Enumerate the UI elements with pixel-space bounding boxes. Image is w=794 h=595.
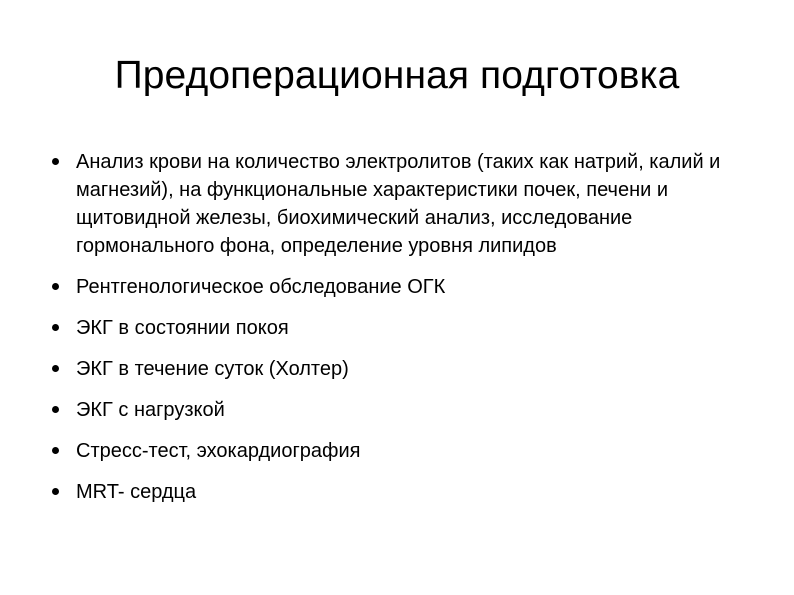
list-item-ecg-holter: [48, 355, 768, 383]
bullet-dot-icon: [52, 158, 59, 165]
slide-title: Предоперационная подготовка: [114, 54, 680, 97]
list-item-xray: [48, 273, 768, 301]
list-item-stress-test: [48, 437, 768, 465]
list-item-blood-analysis: [48, 148, 768, 260]
bullet-dot-icon: [52, 283, 59, 290]
bullet-dot-icon: [52, 324, 59, 331]
list-item-text: ЭКГ с нагрузкой: [76, 399, 225, 421]
list-item-ecg-rest: [48, 314, 768, 342]
bullet-dot-icon: [52, 365, 59, 372]
bullet-dot-icon: [52, 447, 59, 454]
list-item-ecg-load: [48, 396, 768, 424]
bullet-list: [48, 148, 768, 506]
list-item-text: Анализ крови на количество электролитов (таких как натрий, калий и магнезий), на функциональные характеристики почек, печени и щитовидной железы, биохимический анализ, исследование гормонального фона, определение уровня липидов: [76, 151, 721, 257]
list-item-text: MRT- сердца: [76, 481, 197, 503]
bullet-dot-icon: [52, 488, 59, 495]
bullet-dot-icon: [52, 406, 59, 413]
list-item-text: Рентгенологическое обследование ОГК: [76, 276, 446, 298]
list-item-mrt-heart: [48, 478, 768, 506]
list-item-text: ЭКГ в состоянии покоя: [76, 317, 289, 339]
list-item-text: Стресс-тест, эхокардиография: [76, 440, 361, 462]
list-item-text: ЭКГ в течение суток (Холтер): [76, 358, 349, 380]
